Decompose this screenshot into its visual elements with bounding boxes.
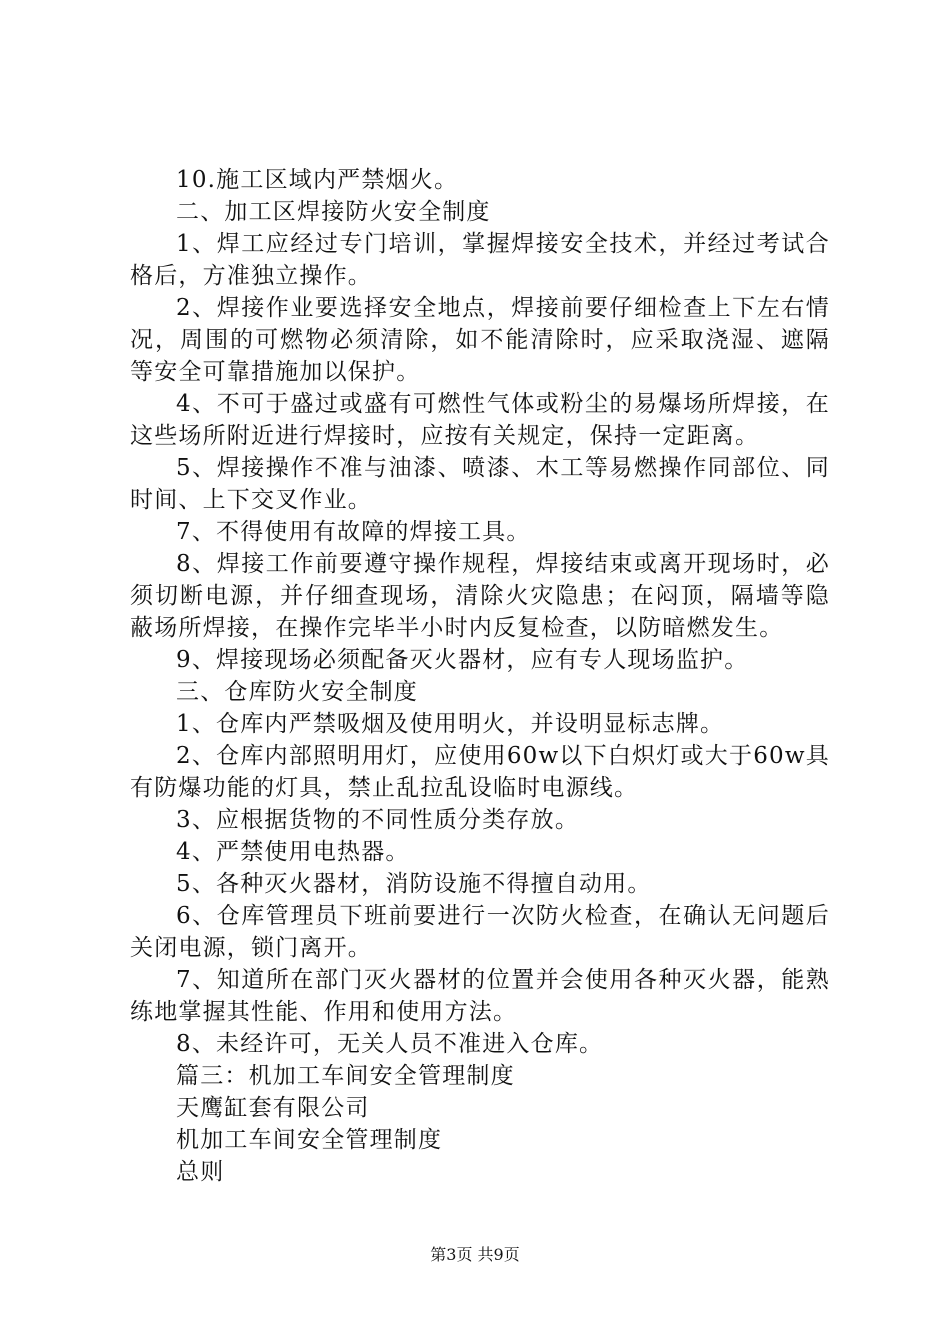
paragraph-warehouse-7: 7、知道所在部门灭火器材的位置并会使用各种灭火器，能熟练地掌握其性能、作用和使用方法。 xyxy=(130,967,830,1025)
general-provisions-heading: 总则 xyxy=(176,1159,225,1185)
paragraph-warehouse-3: 3、应根据货物的不同性质分类存放。 xyxy=(176,807,580,833)
document-title: 机加工车间安全管理制度 xyxy=(176,1127,443,1153)
paragraph-welding-2: 2、焊接作业要选择安全地点，焊接前要仔细检查上下左右情况，周围的可燃物必须清除，如不能清除时，应采取浇湿、遮隔等安全可靠措施加以保护。 xyxy=(130,295,830,385)
paragraph-fire-ban: 10.施工区域内严禁烟火。 xyxy=(176,167,459,193)
paragraph-warehouse-1: 1、仓库内严禁吸烟及使用明火，并设明显标志牌。 xyxy=(176,711,725,737)
chapter-heading: 篇三：机加工车间安全管理制度 xyxy=(176,1063,515,1089)
company-name: 天鹰缸套有限公司 xyxy=(176,1095,370,1121)
paragraph-welding-5: 5、焊接操作不准与油漆、喷漆、木工等易燃操作同部位、同时间、上下交叉作业。 xyxy=(130,455,830,513)
paragraph-warehouse-6: 6、仓库管理员下班前要进行一次防火检查，在确认无问题后关闭电源，锁门离开。 xyxy=(130,903,830,961)
paragraph-warehouse-8: 8、未经许可，无关人员不准进入仓库。 xyxy=(176,1031,604,1057)
paragraph-welding-7: 7、不得使用有故障的焊接工具。 xyxy=(176,519,531,545)
paragraph-warehouse-2: 2、仓库内部照明用灯，应使用60w以下白炽灯或大于60w具有防爆功能的灯具，禁止乱拉乱设临时电源线。 xyxy=(130,743,830,801)
section-heading-warehouse: 三、仓库防火安全制度 xyxy=(176,679,418,705)
paragraph-welding-4: 4、不可于盛过或盛有可燃性气体或粉尘的易爆场所焊接，在这些场所附近进行焊接时，应按有关规定，保持一定距离。 xyxy=(130,391,830,449)
paragraph-warehouse-5: 5、各种灭火器材，消防设施不得擅自动用。 xyxy=(176,871,652,897)
paragraph-welding-8: 8、焊接工作前要遵守操作规程，焊接结束或离开现场时，必须切断电源，并仔细查现场，清除火灾隐患；在闷顶，隔墙等隐蔽场所焊接，在操作完毕半小时内反复检查，以防暗燃发生。 xyxy=(130,551,830,641)
page-number-footer: 第3页 共9页 xyxy=(430,1245,520,1264)
paragraph-welding-1: 1、焊工应经过专门培训，掌握焊接安全技术，并经过考试合格后，方准独立操作。 xyxy=(130,231,830,289)
section-heading-welding: 二、加工区焊接防火安全制度 xyxy=(176,199,491,225)
paragraph-warehouse-4: 4、严禁使用电热器。 xyxy=(176,839,410,865)
paragraph-welding-9: 9、焊接现场必须配备灭火器材，应有专人现场监护。 xyxy=(176,647,749,673)
document-body xyxy=(130,164,830,1188)
